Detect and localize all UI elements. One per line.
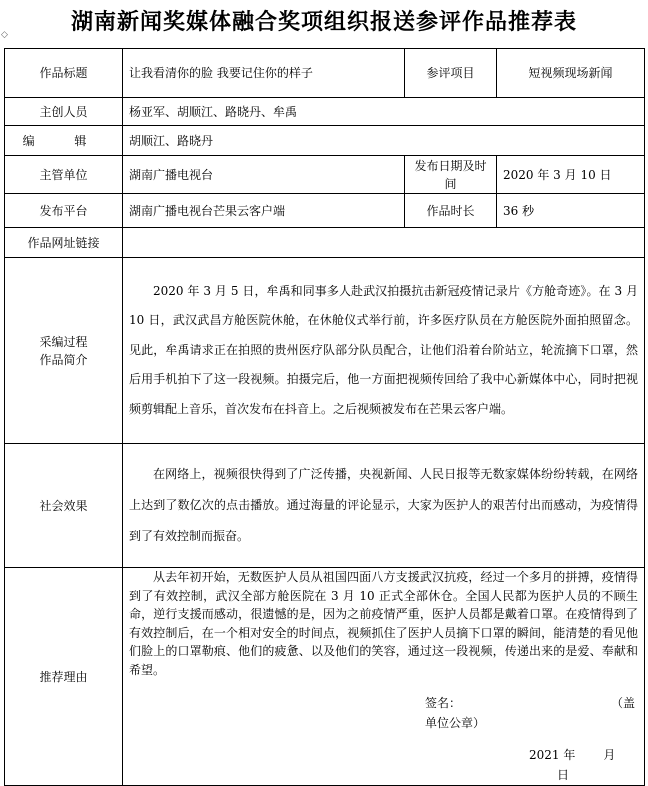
date-month: 月 — [603, 748, 616, 762]
duration-label: 作品时长 — [405, 194, 497, 228]
row-effect — [5, 444, 645, 568]
pub-date-label: 发布日期及时间 — [405, 156, 497, 194]
org-label: 主管单位 — [5, 156, 123, 194]
date-year: 2021 年 — [529, 748, 576, 762]
row-process — [5, 258, 645, 444]
process-label — [5, 258, 123, 444]
stamp-label: （盖单位公章） — [425, 696, 636, 730]
effect-text: 在网络上，视频很快得到了广泛传播，央视新闻、人民日报等无数家媒体纷纷转载，在网络上达到了数亿次的点击播放。通过海量的评论显示，大家为医护人的艰苦付出而感动，为疫情得到了有效控制而振奋。 — [129, 467, 639, 543]
platform-label: 发布平台 — [5, 194, 123, 228]
anchor-icon: ◇ — [1, 30, 8, 40]
recommend-text: 从去年初开始，无数医护人员从祖国四面八方支援武汉抗疫，经过一个多月的拼搏，疫情得到了有效控制，武汉全部方舱医院在 3 月 10 正式全部休仓。全国人民都为医护人员的不顾生命，逆行支援而感动，很遗憾的是，因为之前疫情严重，医护人员都是戴着口罩。在疫情得到了有效控制后，在一个相对安全的时间点，视频抓住了医护人员摘下口罩的瞬间，能清楚的看见他们脸上的口罩勒痕、他们的疲惫、以及他们的笑容，通过这一段视频，传递出来的是爱、奉献和希望。 — [129, 570, 639, 677]
row-creators — [5, 98, 645, 126]
row-org — [5, 156, 645, 194]
row-platform — [5, 194, 645, 228]
date-day: 日 — [557, 768, 570, 782]
work-title-label: 作品标题 — [5, 49, 123, 98]
creators-value: 杨亚军、胡顺江、路晓丹、牟禹 — [123, 98, 645, 126]
recommend-text-cell — [123, 568, 645, 786]
signature-block — [129, 679, 638, 785]
platform-value: 湖南广播电视台芒果云客户端 — [123, 194, 405, 228]
signature-line — [129, 693, 638, 733]
duration-value: 36 秒 — [497, 194, 645, 228]
process-text: 2020 年 3 月 5 日，牟禹和同事多人赴武汉拍摄抗击新冠疫情记录片《方舱奇迹》。在 3 月 10 日，武汉武昌方舱医院休舱，在休舱仪式举行前，许多医疗队员在方舱医院外面拍照留念。见此，牟禹请求正在拍照的贵州医疗队部分队员配合，让他们沿着台阶站立，轮流摘下口罩，然后用手机拍下了这一段视频。拍摄完后，他一方面把视频传回给了我中心新媒体中心，同时把视频剪辑配上音乐，首次发布在抖音上。之后视频被发布在芒果云客户端。 — [129, 283, 639, 416]
row-work-title — [5, 49, 645, 98]
sign-label: 签名： — [425, 696, 462, 710]
recommend-label: 推荐理由 — [5, 568, 123, 786]
work-title-value: 让我看清你的脸 我要记住你的样子 — [123, 49, 405, 98]
row-recommend — [5, 568, 645, 786]
editor-value: 胡顺江、路晓丹 — [123, 126, 645, 156]
row-editor — [5, 126, 645, 156]
effect-text-cell — [123, 444, 645, 568]
category-label: 参评项目 — [405, 49, 497, 98]
process-label-line2: 作品简介 — [39, 352, 88, 367]
pub-date-value: 2020 年 3 月 10 日 — [497, 156, 645, 194]
url-label: 作品网址链接 — [5, 228, 123, 258]
recommendation-form-table — [4, 48, 645, 786]
creators-label: 主创人员 — [5, 98, 123, 126]
url-value — [123, 228, 645, 258]
editor-label: 编 辑 — [5, 126, 123, 156]
category-value: 短视频现场新闻 — [497, 49, 645, 98]
effect-label: 社会效果 — [5, 444, 123, 568]
org-value: 湖南广播电视台 — [123, 156, 405, 194]
date-line — [129, 733, 638, 785]
row-url — [5, 228, 645, 258]
form-title: 湖南新闻奖媒体融合奖项组织报送参评作品推荐表 — [70, 10, 577, 35]
process-label-line1: 采编过程 — [39, 334, 88, 349]
process-text-cell — [123, 258, 645, 444]
